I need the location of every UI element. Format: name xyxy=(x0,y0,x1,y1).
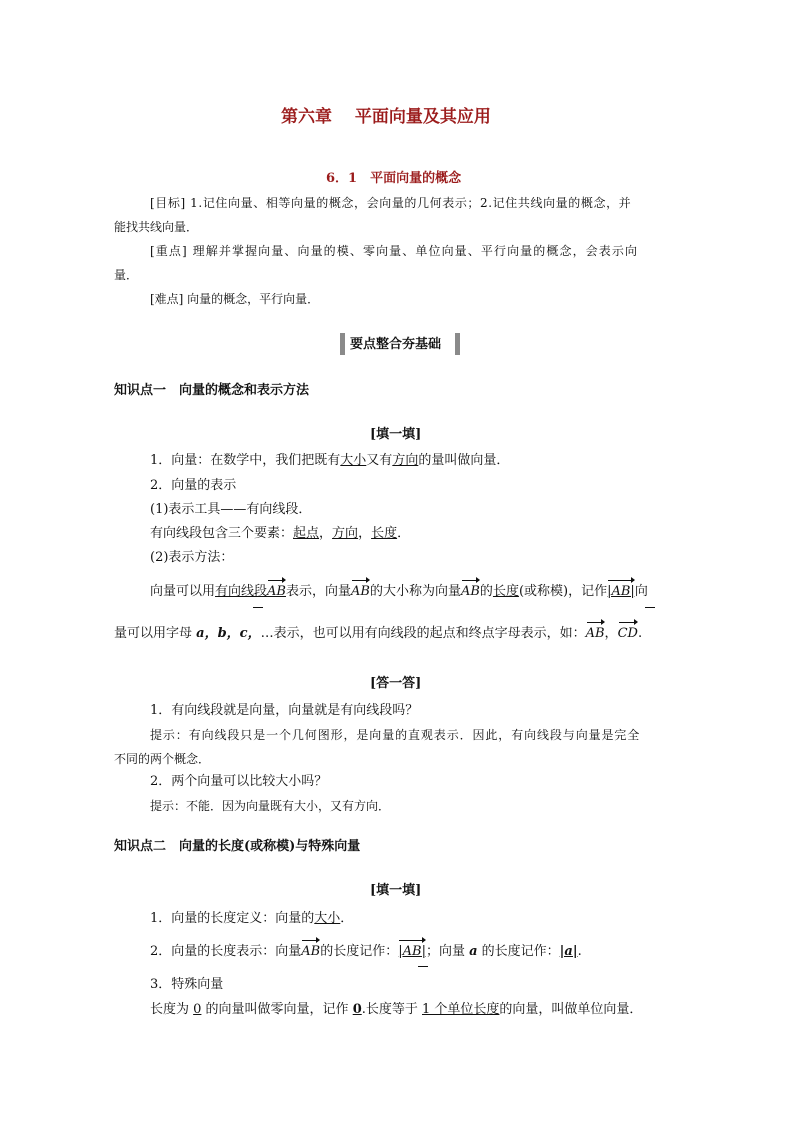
underline-mark-3 xyxy=(418,966,428,967)
kp1-item1-prefix: 1．向量：在数学中，我们把既有 xyxy=(150,453,341,468)
vector-ab-3: AB xyxy=(460,584,480,599)
kp1-heading: 知识点一 向量的概念和表示方法 xyxy=(114,383,310,398)
vector-cd-example: CD xyxy=(617,626,638,641)
zero-blank-symbol: 0 xyxy=(352,1002,362,1017)
method-text-1: 向量可以用 xyxy=(150,584,216,599)
method2-text-1: 量可以用字母 xyxy=(114,626,197,641)
kp1-a2: 提示：不能．因为向量既有大小，又有方向． xyxy=(150,799,391,813)
method2-sep: ， xyxy=(604,626,618,641)
kp1-item1 xyxy=(150,452,509,470)
underline-mark-1 xyxy=(253,607,263,608)
kp2-zero-vector xyxy=(150,1001,642,1019)
underline-mark-2 xyxy=(645,607,655,608)
method-blank-segment: 有向线段 xyxy=(215,584,268,599)
goals-line-2: 能找共线向量． xyxy=(114,220,199,234)
key-points-line-2: 量． xyxy=(114,268,139,282)
elements-sep-1: ， xyxy=(319,526,333,541)
elements-blank-start: 起点 xyxy=(293,526,320,541)
kp2-item2-mid3: 的长度记作： xyxy=(477,944,560,959)
kp2-item1-blank: 大小 xyxy=(314,911,341,926)
kp2-item1-suffix: ． xyxy=(340,911,354,926)
vector-ab-length: AB xyxy=(301,944,321,959)
kp2-item2-mid2: ；向量 xyxy=(425,944,470,959)
method-blank-length: 长度 xyxy=(492,584,519,599)
kp2-item2-end: . xyxy=(577,944,582,959)
vector-ab-1: AB xyxy=(267,584,286,599)
kp1-item1-suffix: 的量叫做向量． xyxy=(418,453,510,468)
kp1-fill-heading: [填一填] xyxy=(370,427,422,442)
banner-right-bar xyxy=(455,333,460,355)
elements-suffix: ． xyxy=(397,526,411,541)
elements-blank-direction: 方向 xyxy=(332,526,359,541)
kp1-q2: 2．两个向量可以比较大小吗？ xyxy=(150,774,328,789)
method-text-2: 表示，向量 xyxy=(285,584,351,599)
method2-text-2: …表示，也可以用有向线段的起点和终点字母表示，如： xyxy=(260,626,586,641)
kp2-item1 xyxy=(150,910,353,928)
banner-title: 要点整合夯基础 xyxy=(350,337,442,352)
kp1-item1-blank-1: 大小 xyxy=(340,453,367,468)
banner-left-bar xyxy=(340,333,345,355)
elements-blank-length: 长度 xyxy=(371,526,398,541)
elements-prefix: 有向线段包含三个要素： xyxy=(150,526,294,541)
method-text-3: 的大小称为向量 xyxy=(369,584,461,599)
method-text-5: (或称模)，记作 xyxy=(518,584,608,599)
vector-ab-abs: |AB| xyxy=(607,584,635,599)
zero-mid2: .长度等于 xyxy=(361,1002,422,1017)
zero-blank-length: 0 xyxy=(193,1002,202,1017)
kp2-item3: 3．特殊向量 xyxy=(150,977,224,992)
kp1-item1-mid: 又有 xyxy=(366,453,393,468)
kp2-item2 xyxy=(150,943,582,961)
kp1-method-2 xyxy=(114,625,642,643)
chapter-title: 第六章 平面向量及其应用 xyxy=(281,107,491,127)
kp1-a1-line-1: 提示：有向线段只是一个几何图形，是向量的直观表示．因此，有向线段与向量是完全 xyxy=(150,728,641,742)
method2-end: . xyxy=(637,626,643,641)
zero-mid: 的向量叫做零向量，记作 xyxy=(201,1002,353,1017)
kp1-item2-2: (2)表示方法： xyxy=(150,550,234,565)
method2-letters: a，b，c， xyxy=(196,626,261,641)
kp2-heading: 知识点二 向量的长度(或称模)与特殊向量 xyxy=(114,839,361,854)
kp2-item2-prefix: 2．向量的长度表示：向量 xyxy=(150,944,302,959)
kp2-fill-heading: [填一填] xyxy=(370,883,422,898)
method-text-4: 的 xyxy=(479,584,493,599)
section-title: 6．1 平面向量的概念 xyxy=(326,171,462,186)
kp1-answer-heading: [答一答] xyxy=(370,676,422,691)
vector-ab-2: AB xyxy=(351,584,370,599)
kp1-item2-1: (1)表示工具——有向线段． xyxy=(150,502,312,517)
vector-a-abs: |a| xyxy=(559,944,578,959)
zero-prefix: 长度为 xyxy=(150,1002,194,1017)
vector-a-letter: a xyxy=(469,944,478,959)
kp1-a1-line-2: 不同的两个概念． xyxy=(114,752,211,766)
kp1-item1-blank-2: 方向 xyxy=(392,453,419,468)
method-text-6: 向 xyxy=(634,584,648,599)
kp1-item2: 2．向量的表示 xyxy=(150,478,237,493)
goals-line-1: [目标] 1.记住向量、相等向量的概念，会向量的几何表示；2.记住共线向量的概念，并 xyxy=(150,196,632,210)
difficulties: [难点] 向量的概念，平行向量． xyxy=(150,292,320,306)
vector-ab-abs-2: |AB| xyxy=(398,944,426,959)
zero-blank-unit: 1 个单位长度 xyxy=(422,1002,500,1017)
kp1-q1: 1．有向线段就是向量，向量就是有向线段吗？ xyxy=(150,703,419,718)
kp1-elements xyxy=(150,525,410,543)
key-points-line-1: [重点] 理解并掌握向量、向量的模、零向量、单位向量、平行向量的概念，会表示向 xyxy=(150,244,639,258)
elements-sep-2: ， xyxy=(358,526,372,541)
vector-ab-example: AB xyxy=(585,626,605,641)
kp2-item1-prefix: 1．向量的长度定义：向量的 xyxy=(150,911,315,926)
kp1-method xyxy=(150,583,648,601)
kp2-item2-mid: 的长度记作： xyxy=(320,944,399,959)
zero-suffix: 的向量，叫做单位向量． xyxy=(499,1002,643,1017)
